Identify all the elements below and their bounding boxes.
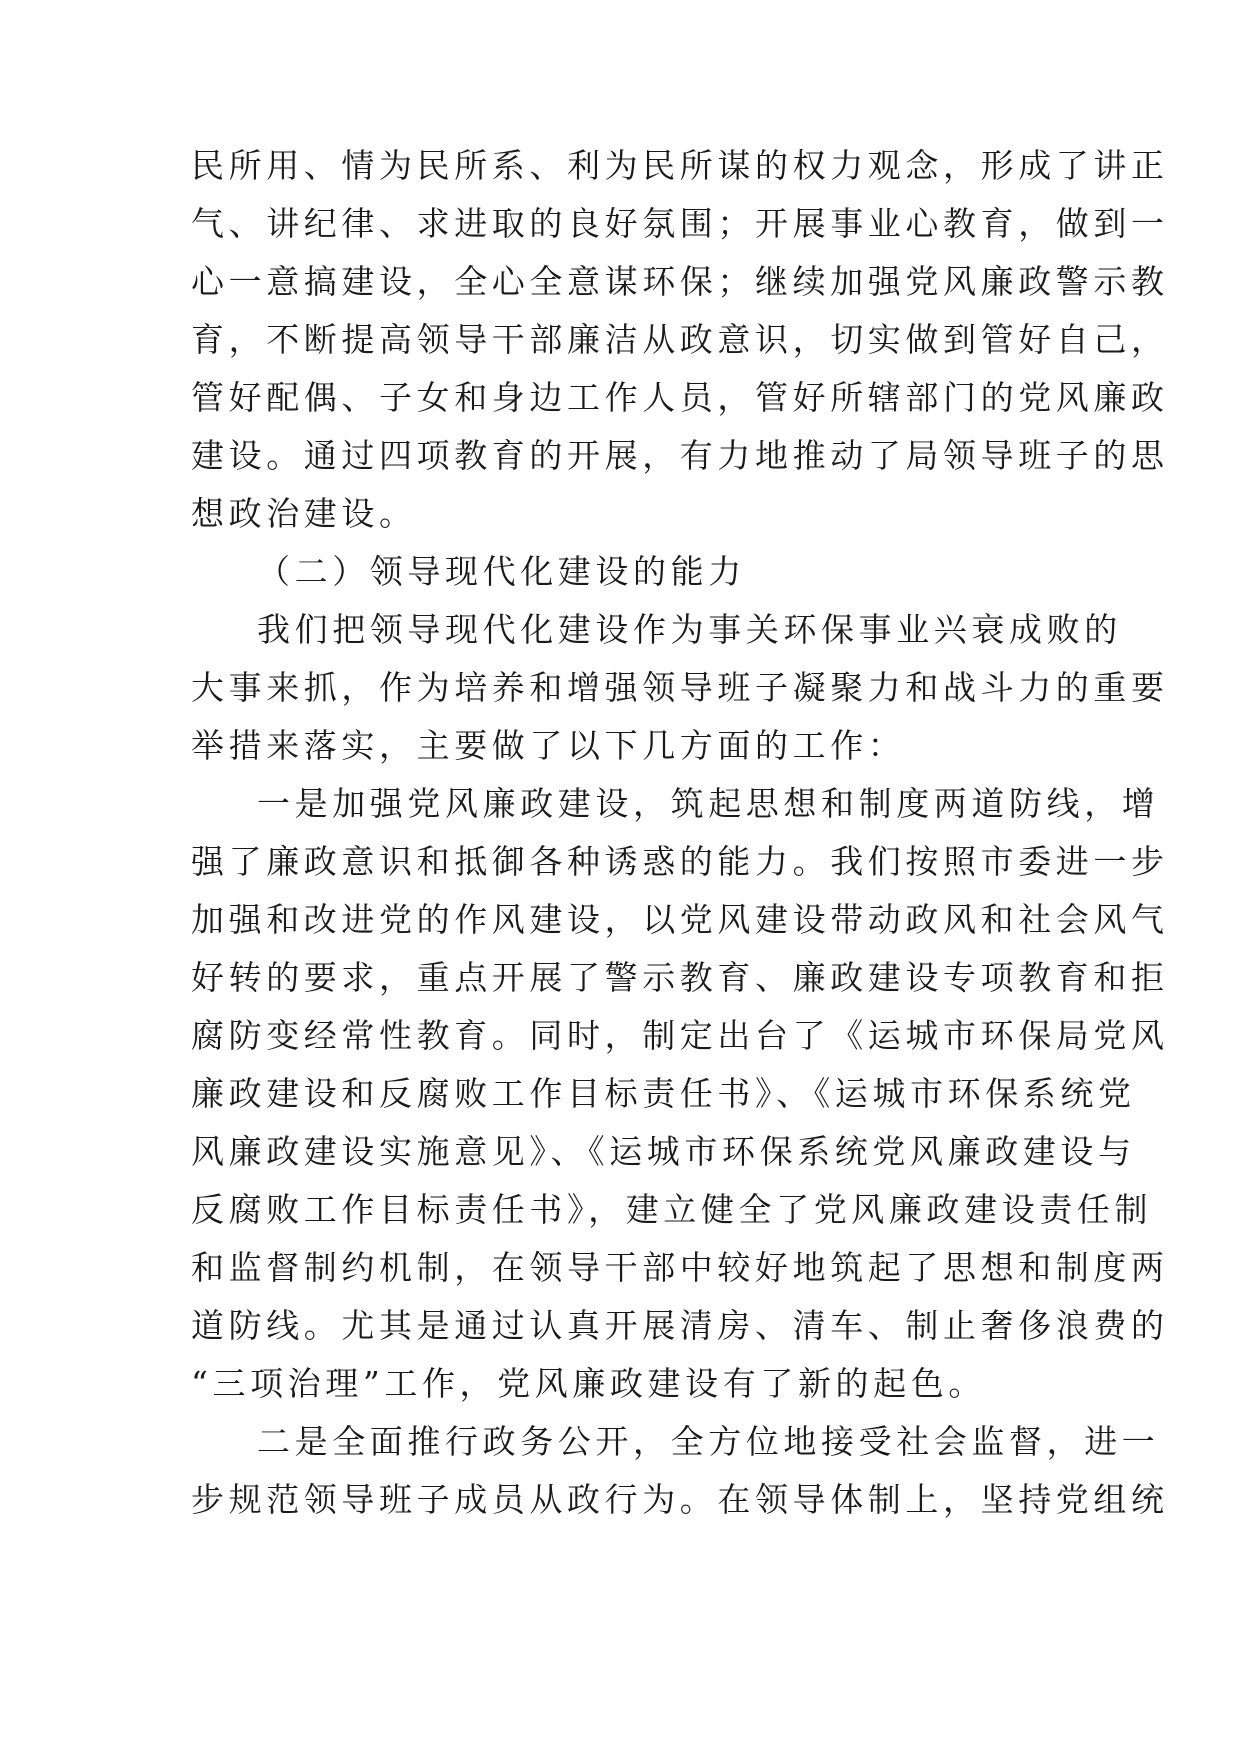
text-line: 心一意搞建设，全心全意谋环保；继续加强党风廉政警示教: [191, 262, 1169, 301]
text-line: 强了廉政意识和抵御各种诱惑的能力。我们按照市委进一步: [191, 842, 1169, 881]
text-line: 加强和改进党的作风建设，以党风建设带动政风和社会风气: [191, 900, 1169, 939]
section-heading: （二）领导现代化建设的能力: [257, 552, 746, 591]
text-line: 我们把领导现代化建设作为事关环保事业兴衰成败的: [257, 610, 1122, 649]
text-line: 风廉政建设实施意见》、《运城市环保系统党风廉政建设与: [191, 1132, 1136, 1171]
text-line: 举措来落实，主要做了以下几方面的工作：: [191, 726, 906, 765]
text-line: 好转的要求，重点开展了警示教育、廉政建设专项教育和拒: [191, 958, 1169, 997]
text-line: “三项治理”工作，党风廉政建设有了新的起色。: [191, 1364, 986, 1403]
text-line: 道防线。尤其是通过认真开展清房、清车、制止奢侈浪费的: [191, 1306, 1169, 1345]
text-line: 一是加强党风廉政建设，筑起思想和制度两道防线，增: [257, 784, 1160, 823]
text-line: 想政治建设。: [191, 494, 417, 533]
text-line: 大事来抓，作为培养和增强领导班子凝聚力和战斗力的重要: [191, 668, 1169, 707]
text-line: 民所用、情为民所系、利为民所谋的权力观念，形成了讲正: [191, 146, 1169, 185]
text-line: 廉政建设和反腐败工作目标责任书》、《运城市环保系统党: [191, 1074, 1136, 1113]
text-line: 气、讲纪律、求进取的良好氛围；开展事业心教育，做到一: [191, 204, 1169, 243]
text-line: 二是全面推行政务公开，全方位地接受社会监督，进一: [257, 1422, 1160, 1461]
text-line: 步规范领导班子成员从政行为。在领导体制上，坚持党组统: [191, 1480, 1169, 1519]
text-line: 反腐败工作目标责任书》，建立健全了党风廉政建设责任制: [191, 1190, 1153, 1229]
text-line: 育，不断提高领导干部廉洁从政意识，切实做到管好自己，: [191, 320, 1169, 359]
text-line: 管好配偶、子女和身边工作人员，管好所辖部门的党风廉政: [191, 378, 1169, 417]
text-line: 和监督制约机制，在领导干部中较好地筑起了思想和制度两: [191, 1248, 1169, 1287]
text-line: 建设。通过四项教育的开展，有力地推动了局领导班子的思: [191, 436, 1169, 475]
text-line: 腐防变经常性教育。同时，制定出台了《运城市环保局党风: [191, 1016, 1169, 1055]
